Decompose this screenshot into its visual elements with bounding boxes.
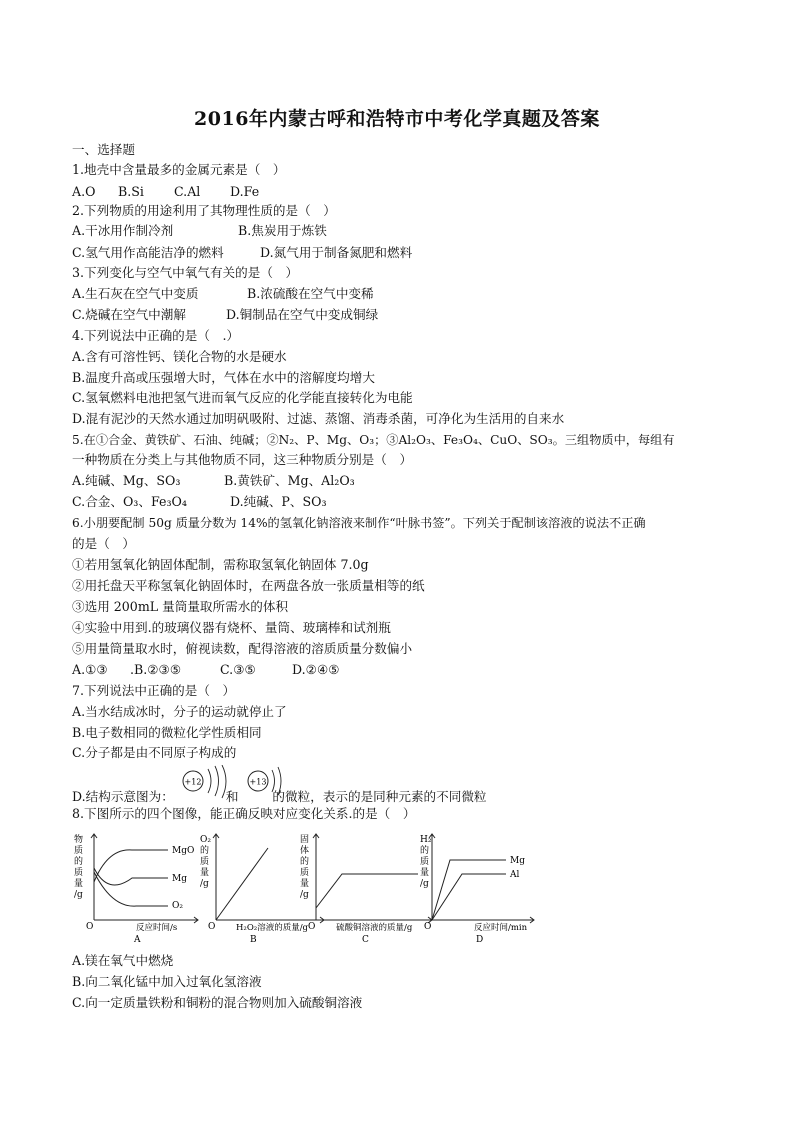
option-b: .B.②③⑤ [130,662,182,677]
question-7-stem: 7.下列说法中正确的是（ ） [72,683,236,698]
option-c: C.③⑤ [220,662,256,677]
page-title: 2016年内蒙古呼和浩特市中考化学真题及答案 [194,108,600,130]
x-axis-label: 反应时间/s [136,923,178,933]
svg-text:Al: Al [510,870,520,880]
series-mg [94,868,168,885]
question-3-options-cd [72,307,378,323]
nucleus-charge: +13 [249,777,267,787]
svg-text:O: O [424,922,432,932]
svg-text:Mg: Mg [510,856,525,866]
svg-text:的: 的 [74,857,84,867]
option-d-prefix: D.结构示意图为： [72,789,174,804]
option-d: D.②④⑤ [292,662,340,677]
option-c: C.分子都是由不同原子构成的 [72,745,237,760]
svg-text:O: O [308,922,316,932]
option-b: B.向二氧化锰中加入过氧化氢溶液 [72,974,262,989]
svg-text:O: O [86,922,94,932]
question-2-options-ab [72,223,327,239]
statement-3: ③选用 200mL 量筒量取所需水的体积 [72,599,289,614]
svg-text:的: 的 [420,846,430,856]
svg-text:/g: /g [74,890,83,900]
question-8-stem: 8.下图所示的四个图像，能正确反映对应变化关系.的是（ ） [72,806,416,821]
option-d-suffix: 的微粒，表示的是同种元素的不同微粒 [272,789,487,804]
nucleus-charge: +12 [184,777,202,787]
question-4-stem: 4.下列说法中正确的是（ .） [72,328,240,343]
atom-structure-diagram-1 [178,765,232,805]
svg-text:质: 质 [200,857,210,867]
svg-text:体: 体 [300,846,310,856]
option-b: B.电子数相同的微粒化学性质相同 [72,725,262,740]
option-c: C.Al [174,184,201,199]
svg-text:质: 质 [300,868,310,878]
option-c: C.合金、O₃、Fe₃O₄ [72,494,187,509]
statement-4: ④实验中用到.的玻璃仪器有烧杯、量筒、玻璃棒和试剂瓶 [72,620,391,635]
svg-text:量: 量 [420,868,430,878]
svg-text:C: C [362,935,369,945]
question-3-options-ab [72,286,374,302]
svg-text:O₂: O₂ [172,901,183,911]
option-d: D.混有泥沙的天然水通过加明矾吸附、过滤、蒸馏、消毒杀菌，可净化为生活用的自来水 [72,411,565,426]
series-mg [432,860,506,920]
option-c: C.氢氧燃料电池把氢气进而氧气反应的化学能直接转化为电能 [72,390,413,405]
svg-text:/g: /g [420,879,429,889]
svg-text:H₂O₂溶液的质量/g: H₂O₂溶液的质量/g [236,923,309,933]
question-6-options [72,662,340,678]
option-a: A.生石灰在空气中变质 [72,286,199,301]
svg-text:量: 量 [200,868,210,878]
graph-a [72,828,202,946]
option-a: A.干冰用作制冷剂 [72,223,174,238]
question-2-stem: 2.下列物质的用途利用了其物理性质的是（ ） [72,203,336,218]
svg-text:量: 量 [74,879,84,889]
question-6-stem-cont: 的是（ ） [72,536,135,551]
option-a: A.O [72,184,96,199]
y-axis-label: 物 [74,835,84,845]
question-3-stem: 3.下列变化与空气中氧气有关的是（ ） [72,265,299,280]
question-6-stem: 6.小朋要配制 50g 质量分数为 14%的氢氧化钠溶液来制作“叶脉书签”。下列关于配制该溶液的说法不正确 [72,516,646,530]
option-c: C.向一定质量铁粉和铜粉的混合物则加入硫酸铜溶液 [72,995,363,1010]
svg-text:反应时间/min: 反应时间/min [474,923,528,933]
series-al [432,874,506,920]
svg-text:B: B [250,935,257,945]
svg-text:O₂: O₂ [200,835,211,845]
question-2-options-cd [72,245,412,261]
svg-text:H₂: H₂ [420,835,432,845]
svg-text:的: 的 [200,846,210,856]
graph-label: A [134,935,141,945]
svg-text:MgO: MgO [172,846,195,856]
statement-5: ⑤用量筒量取水时，俯视读数，配得溶液的溶质质量分数偏小 [72,641,413,656]
option-a: A.①③ [72,662,108,677]
option-a: A.镁在氧气中燃烧 [72,953,174,968]
option-a: A.含有可溶性钙、镁化合物的水是硬水 [72,349,287,364]
svg-text:质: 质 [74,868,84,878]
option-b: B.浓硫酸在空气中变稀 [247,286,374,301]
statement-2: ②用托盘天平称氢氧化钠固体时，在两盘各放一张质量相等的纸 [72,578,425,593]
svg-text:质: 质 [420,857,430,867]
svg-text:固: 固 [300,835,310,845]
option-b: B.温度升高或压强增大时，气体在水中的溶解度均增大 [72,370,375,385]
atom-structure-diagram-2 [243,765,283,805]
svg-text:质: 质 [74,846,84,856]
series-line [216,848,268,920]
svg-text:/g: /g [300,890,309,900]
option-b: B.黄铁矿、Mg、Al₂O₃ [224,473,355,488]
svg-text:硫酸铜溶液的质量/g: 硫酸铜溶液的质量/g [336,923,413,933]
svg-text:/g: /g [200,879,209,889]
svg-text:O: O [208,922,216,932]
option-d-and: 和 [225,789,239,804]
question-5-stem: 5.在①合金、黄铁矿、石油、纯碱；②N₂、P、Mg、O₃；③Al₂O₃、Fe₃O₄、CuO、SO₃。三组物质中，每组有 [72,433,675,447]
question-1-options [72,184,259,200]
option-a: A.当水结成冰时，分子的运动就停止了 [72,704,287,719]
series-mgo [94,850,168,882]
option-a: A.纯碱、Mg、SO₃ [72,473,181,488]
option-c: C.烧碱在空气中潮解 [72,307,186,322]
section-heading: 一、选择题 [72,142,135,157]
option-d: D.Fe [230,184,260,199]
option-b: B.焦炭用于炼铁 [238,223,327,238]
graph-d [418,828,538,946]
question-1-stem: 1.地壳中含量最多的金属元素是（ ） [72,162,286,177]
svg-text:Mg: Mg [172,874,187,884]
question-5-options-ab [72,473,355,489]
svg-text:D: D [476,935,484,945]
option-d: D.纯碱、P、SO₃ [230,494,327,509]
svg-text:的: 的 [300,857,310,867]
svg-text:量: 量 [300,879,310,889]
statement-1: ①若用氢氧化钠固体配制，需称取氢氧化钠固体 7.0g [72,557,369,572]
series-line [316,874,418,908]
graph-c [296,828,436,946]
series-o2 [94,872,168,906]
question-5-options-cd [72,494,327,510]
option-d: D.铜制品在空气中变成铜绿 [226,307,379,322]
option-c: C.氢气用作高能洁净的燃料 [72,245,224,260]
question-5-stem-cont: 一种物质在分类上与其他物质不同，这三种物质分别是（ ） [72,452,413,467]
option-d: D.氮气用于制备氮肥和燃料 [260,245,413,260]
option-b: B.Si [118,184,144,199]
